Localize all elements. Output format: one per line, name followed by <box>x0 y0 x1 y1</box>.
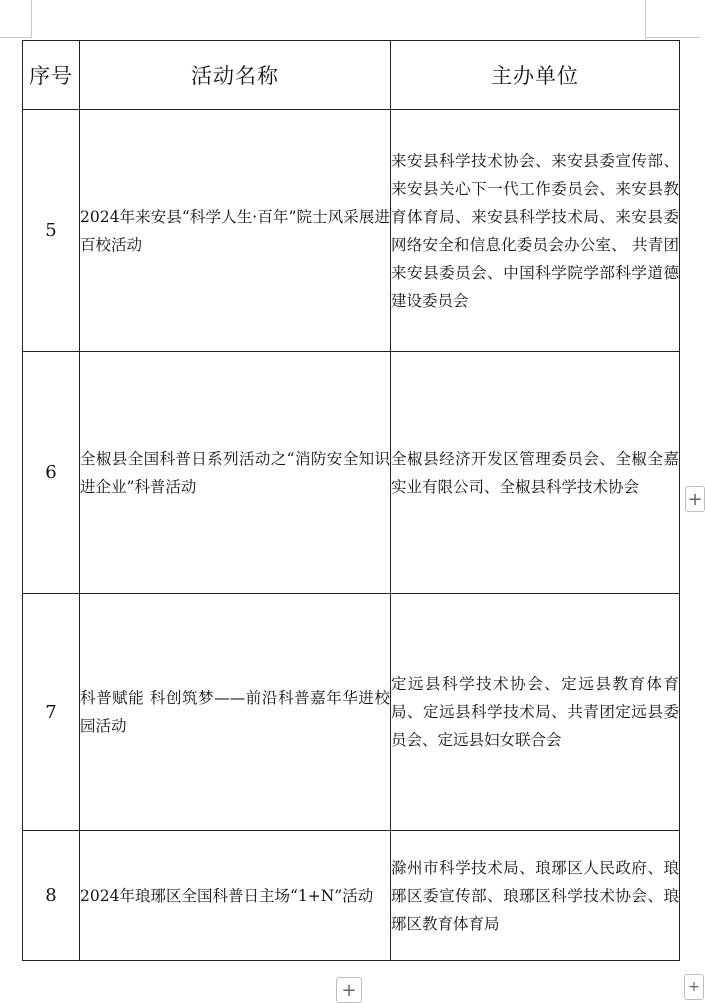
row-number: 6 <box>23 352 80 594</box>
header-no: 序号 <box>23 41 80 110</box>
activity-name: 2024年来安县“科学人生·百年”院士风采展进百校活动 <box>80 110 391 352</box>
activity-name: 2024年琅琊区全国科普日主场“1+N”活动 <box>80 831 391 961</box>
margin-guide <box>31 0 32 38</box>
margin-guide <box>645 0 646 38</box>
activity-name: 全椒县全国科普日系列活动之“消防安全知识进企业”科普活动 <box>80 352 391 594</box>
margin-guide <box>0 37 31 38</box>
add-column-button[interactable]: + <box>685 486 705 512</box>
organizer: 定远县科学技术协会、定远县教育体育局、定远县科学技术局、共青团定远县委员会、定远县妇女联合会 <box>391 594 680 831</box>
activity-table <box>22 40 680 961</box>
add-row-button[interactable]: + <box>336 977 362 1003</box>
table-row <box>23 594 680 831</box>
row-number: 8 <box>23 831 80 961</box>
organizer: 滁州市科学技术局、琅琊区人民政府、琅琊区委宣传部、琅琊区科学技术协会、琅琊区教育体育局 <box>391 831 680 961</box>
margin-guide <box>646 37 700 38</box>
table-header-row <box>23 41 680 110</box>
table-corner-button[interactable]: + <box>684 974 704 1000</box>
activity-name: 科普赋能 科创筑梦——前沿科普嘉年华进校园活动 <box>80 594 391 831</box>
row-number: 7 <box>23 594 80 831</box>
header-name: 活动名称 <box>80 41 391 110</box>
organizer: 全椒县经济开发区管理委员会、全椒全嘉实业有限公司、全椒县科学技术协会 <box>391 352 680 594</box>
header-org: 主办单位 <box>391 41 680 110</box>
table-row <box>23 110 680 352</box>
table-row <box>23 352 680 594</box>
table-row <box>23 831 680 961</box>
row-number: 5 <box>23 110 80 352</box>
organizer: 来安县科学技术协会、来安县委宣传部、来安县关心下一代工作委员会、来安县教育体育局、来安县科学技术局、来安县委网络安全和信息化委员会办公室、 共青团来安县委员会、中国科学院学部科学道德建设委员会 <box>391 110 680 352</box>
